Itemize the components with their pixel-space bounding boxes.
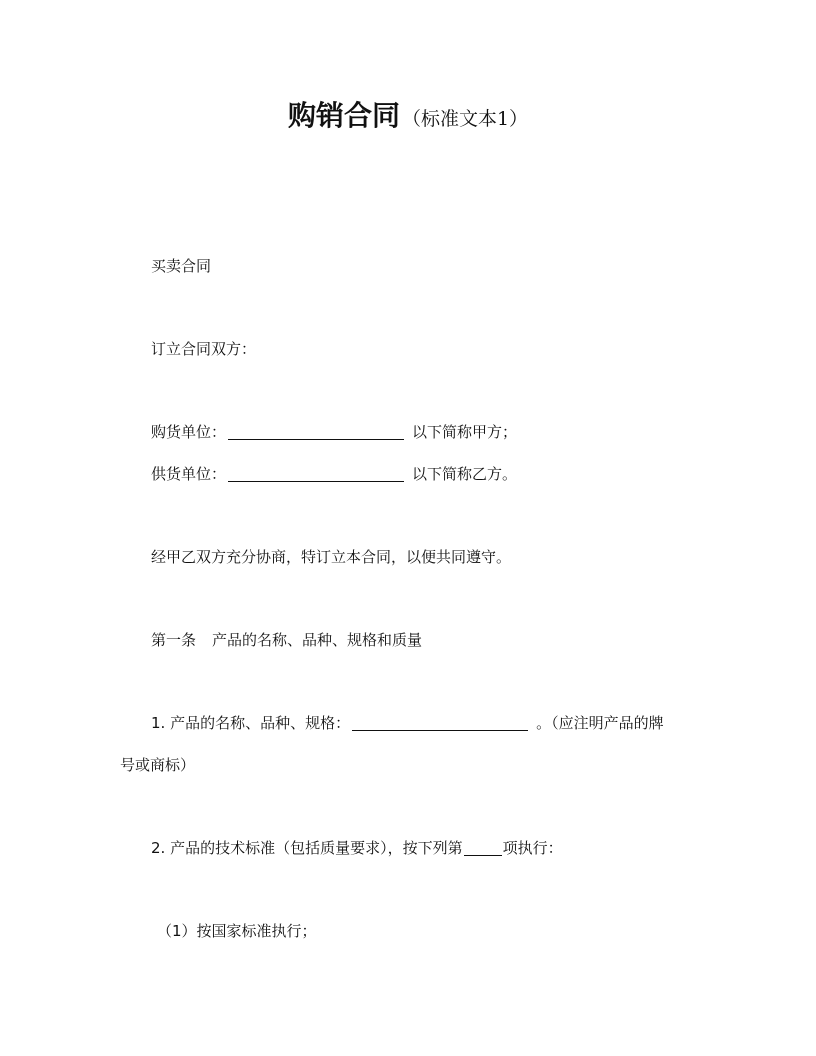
article-1-heading: [151, 629, 422, 651]
seller-blank-field[interactable]: [228, 465, 404, 482]
item-2-prefix: 2. 产品的技术标准（包括质量要求），按下列第: [151, 839, 463, 857]
document-title: [0, 98, 816, 138]
item-1-suffix: 。（应注明产品的牌: [536, 714, 664, 732]
parties-intro: 订立合同双方：: [151, 340, 257, 358]
buyer-label: 购货单位：: [151, 423, 227, 441]
seller-line: [151, 463, 517, 485]
agreement-paragraph: 经甲乙双方充分协商，特订立本合同，以便共同遵守。: [151, 548, 512, 566]
contract-heading: 买卖合同: [151, 257, 212, 275]
item-1-line: [151, 712, 664, 734]
buyer-suffix: 以下简称甲方；: [412, 423, 518, 441]
item-1-continuation: 号或商标）: [120, 756, 196, 774]
product-name-blank-field[interactable]: [352, 714, 528, 731]
seller-label: 供货单位：: [151, 465, 227, 483]
buyer-blank-field[interactable]: [228, 423, 404, 440]
article-1-title: 产品的名称、品种、规格和质量: [212, 631, 423, 649]
item-1-prefix: 1. 产品的名称、品种、规格：: [151, 714, 351, 732]
item-2-suffix: 项执行：: [502, 839, 563, 857]
buyer-line: [151, 421, 517, 443]
standard-choice-blank-field[interactable]: [464, 839, 502, 856]
title-main: 购销合同: [287, 99, 400, 132]
article-1-number: 第一条: [151, 631, 197, 649]
title-note: （标准文本1）: [401, 108, 529, 130]
item-2-line: [151, 837, 563, 859]
seller-suffix: 以下简称乙方。: [412, 465, 518, 483]
item-2-sub-1: （1）按国家标准执行；: [157, 922, 317, 940]
